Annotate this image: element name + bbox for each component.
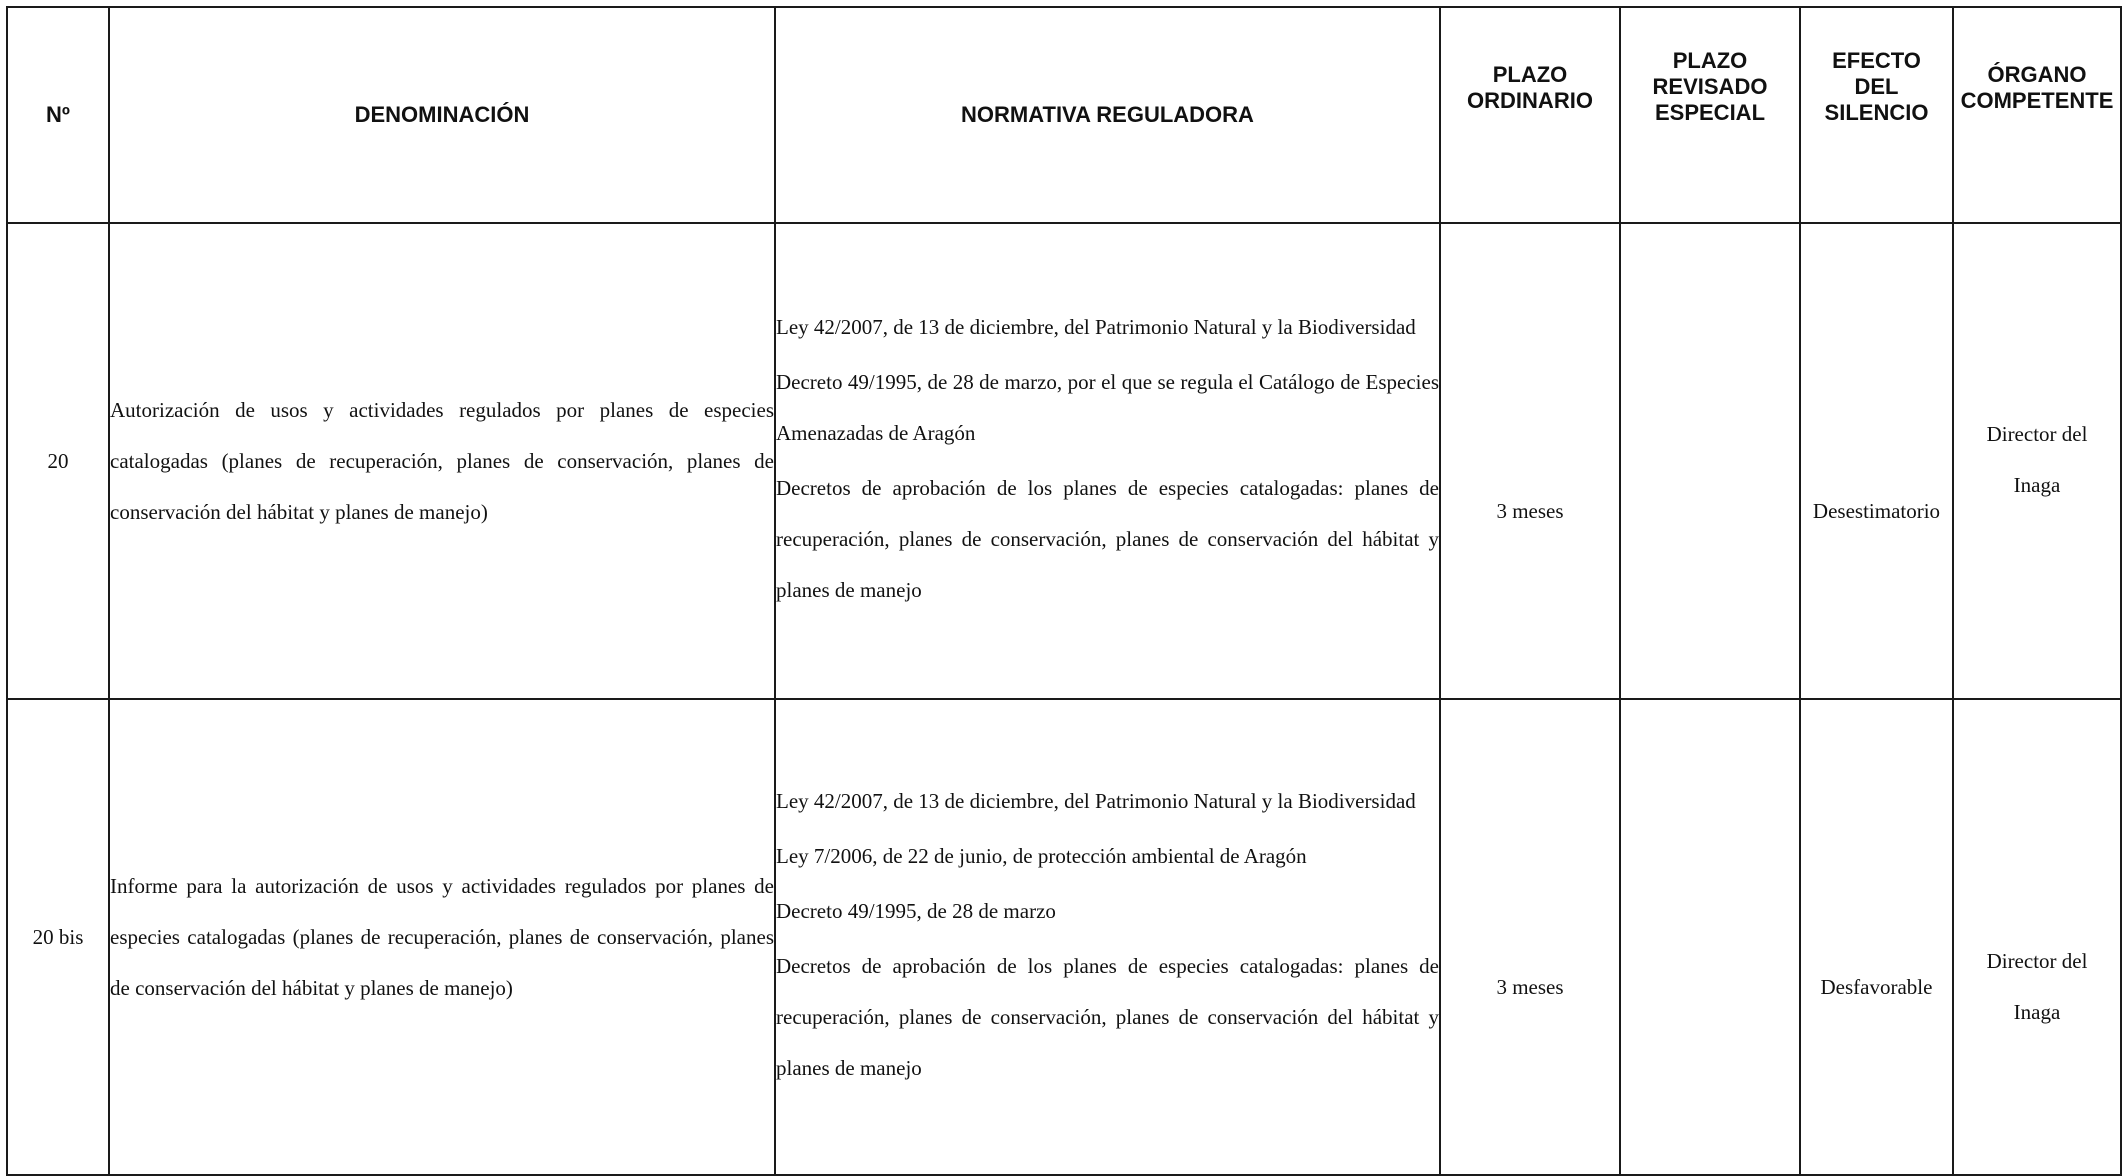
header-row	[7, 7, 2121, 223]
header-plazo-revisado-line: REVISADO	[1652, 74, 1768, 99]
row-number: 20	[7, 223, 109, 699]
normativa-item: Decretos de aprobación de los planes de especies catalogadas: planes de recuperación, planes de conservación, planes de conservación del hábitat y planes de manejo	[776, 954, 1439, 1080]
header-efecto-line: SILENCIO	[1824, 100, 1929, 125]
header-plazo-revisado-line: PLAZO	[1672, 48, 1748, 73]
row-plazo-revisado	[1620, 699, 1800, 1175]
header-efecto-line: EFECTO	[1832, 48, 1921, 73]
header-denominacion: DENOMINACIÓN	[109, 7, 775, 223]
organo-line: Inaga	[2013, 472, 2061, 497]
organo-line: Director del	[1986, 949, 2088, 973]
table-row	[7, 223, 2121, 699]
normativa-item: Ley 42/2007, de 13 de diciembre, del Patrimonio Natural y la Biodiversidad	[776, 315, 1416, 339]
normativa-item: Decreto 49/1995, de 28 de marzo	[776, 899, 1056, 923]
row-efecto: Desestimatorio	[1800, 223, 1953, 699]
row-normativa	[775, 223, 1440, 699]
header-plazo-revisado	[1620, 7, 1800, 223]
header-plazo-ordinario-line: ORDINARIO	[1467, 88, 1593, 113]
normativa-item: Ley 7/2006, de 22 de junio, de protección ambiental de Aragón	[776, 844, 1307, 868]
header-plazo-ordinario	[1440, 7, 1620, 223]
row-efecto: Desfavorable	[1800, 699, 1953, 1175]
row-plazo-revisado	[1620, 223, 1800, 699]
row-organo	[1953, 699, 2121, 1175]
header-num: Nº	[7, 7, 109, 223]
row-number: 20 bis	[7, 699, 109, 1175]
row-plazo-ordinario: 3 meses	[1440, 699, 1620, 1175]
header-organo-line: COMPETENTE	[1960, 88, 2114, 113]
header-normativa: NORMATIVA REGULADORA	[775, 7, 1440, 223]
row-normativa	[775, 699, 1440, 1175]
header-plazo-revisado-line: ESPECIAL	[1654, 100, 1766, 125]
normativa-item: Ley 42/2007, de 13 de diciembre, del Patrimonio Natural y la Biodiversidad	[776, 789, 1416, 813]
organo-line: Director del	[1986, 421, 2088, 446]
normativa-item: Decretos de aprobación de los planes de especies catalogadas: planes de recuperación, planes de conservación, planes de conservación del hábitat y planes de manejo	[776, 476, 1439, 602]
table-row	[7, 699, 2121, 1175]
organo-line: Inaga	[2013, 1000, 2061, 1024]
header-plazo-ordinario-line: PLAZO	[1492, 62, 1568, 87]
procedures-table	[6, 6, 2122, 1176]
normativa-item: Decreto 49/1995, de 28 de marzo, por el que se regula el Catálogo de Especies Amenazadas de Aragón	[776, 370, 1439, 445]
row-denominacion: Autorización de usos y actividades regulados por planes de especies catalogadas (planes de recuperación, planes de conservación, planes de conservación del hábitat y planes de manejo)	[109, 223, 775, 699]
row-denominacion: Informe para la autorización de usos y actividades regulados por planes de especies catalogadas (planes de recuperación, planes de conservación, planes de conservación del hábitat y planes de manejo)	[109, 699, 775, 1175]
header-efecto-line: DEL	[1854, 74, 1899, 99]
header-organo	[1953, 7, 2121, 223]
row-plazo-ordinario: 3 meses	[1440, 223, 1620, 699]
header-efecto	[1800, 7, 1953, 223]
row-organo	[1953, 223, 2121, 699]
header-organo-line: ÓRGANO	[1987, 62, 2087, 87]
